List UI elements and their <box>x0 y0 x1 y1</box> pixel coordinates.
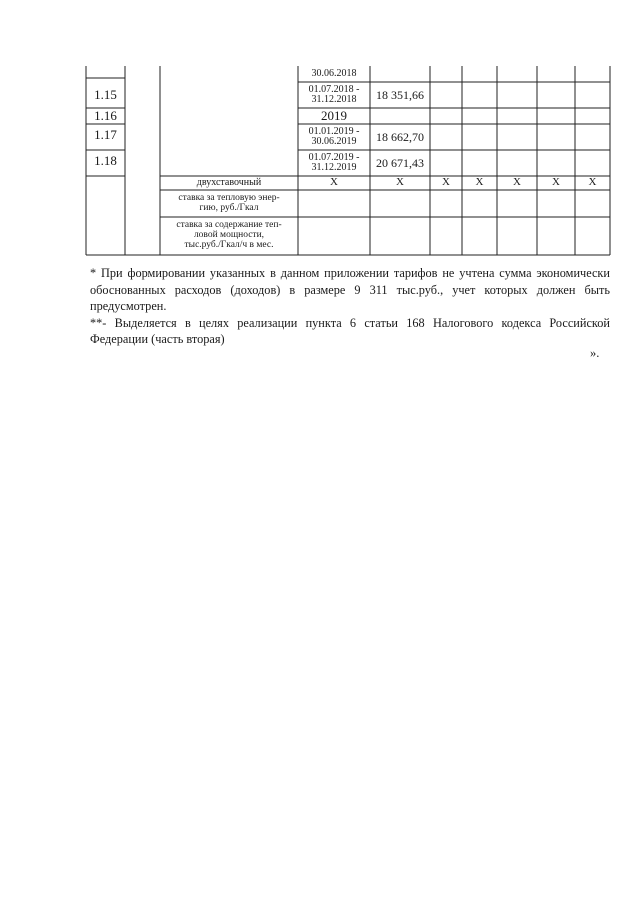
footnote-vat: **- Выделяется в целях реализации пункта 6 статьи 168 Налогового кодекса Российской Федерации (часть вторая) <box>90 315 610 347</box>
energy-rate-label: ставка за тепловую энер- гию, руб./Гкал <box>178 192 280 213</box>
tariff-value: 18 351,66 <box>376 87 424 102</box>
period-cell: 30.06.2018 <box>311 67 357 79</box>
not-applicable-mark: Х <box>552 176 560 189</box>
not-applicable-mark: Х <box>475 176 484 189</box>
tariff-value: 18 662,70 <box>376 129 424 144</box>
year-cell: 2019 <box>321 108 347 124</box>
closing-quote: ». <box>590 346 600 360</box>
capacity-rate-label: ставка за содержание теп- ловой мощности, тыс.руб./Гкал/ч в мес. <box>176 220 282 250</box>
row-number: 1.17 <box>94 127 117 143</box>
footnotes <box>90 265 610 348</box>
not-applicable-mark: Х <box>442 176 450 189</box>
period-cell: 01.07.2019 - 31.12.2019 <box>308 151 360 173</box>
period-cell: 01.01.2019 - 30.06.2019 <box>308 125 360 147</box>
row-number: 1.16 <box>94 108 117 124</box>
not-applicable-mark: Х <box>330 176 338 189</box>
row-number: 1.18 <box>94 153 117 169</box>
row-number: 1.15 <box>94 87 117 103</box>
tariff-value: 20 671,43 <box>376 155 424 170</box>
not-applicable-mark: Х <box>588 176 597 189</box>
period-cell: 01.07.2018 - 31.12.2018 <box>308 83 360 105</box>
footnote-unaccounted-expenses: * При формировании указанных в данном приложении тарифов не учтена сумма экономически обоснованных расходов (доходов) в размере 9 311 тыс.руб., учет которых должен быть предусмотрен. <box>90 266 610 314</box>
not-applicable-mark: Х <box>396 176 404 189</box>
two-part-tariff-label: двухставочный <box>196 176 262 188</box>
not-applicable-mark: Х <box>513 176 521 189</box>
